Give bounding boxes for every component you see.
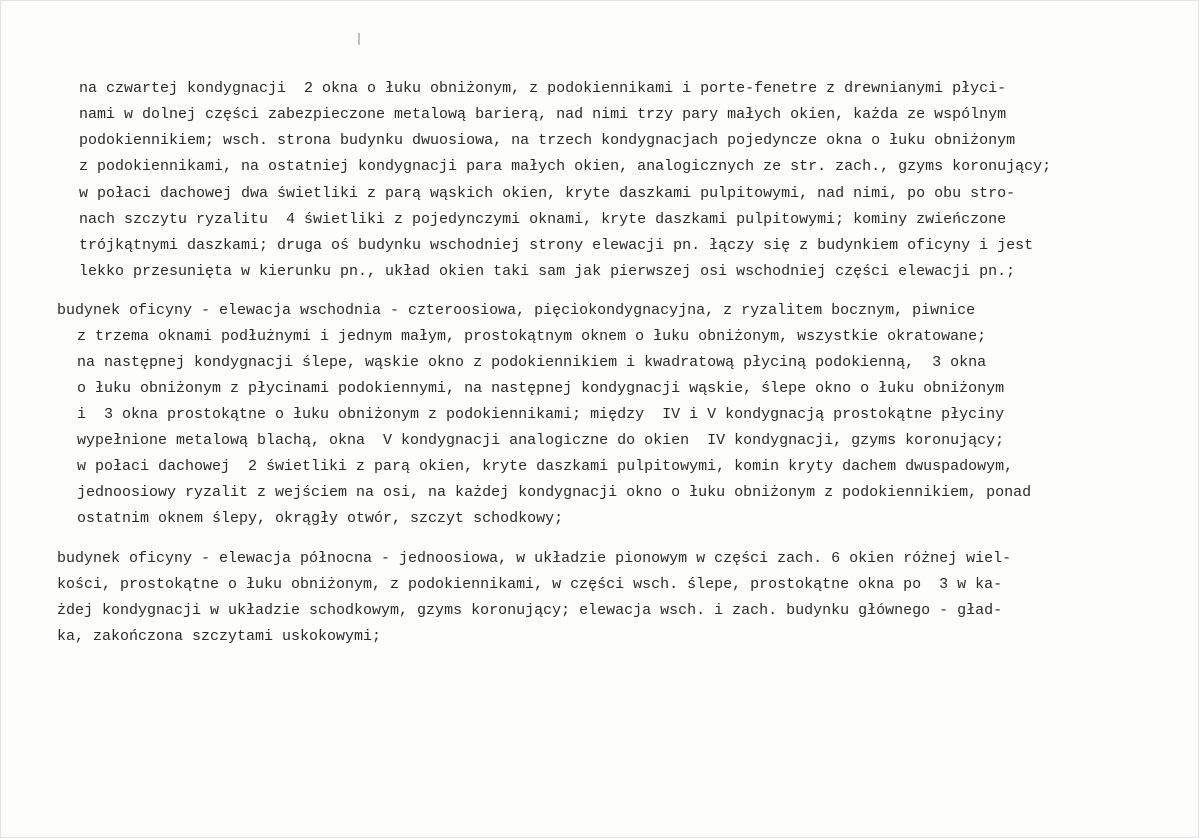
text-line: kości, prostokątne o łuku obniżonym, z podokiennikami, w części wsch. ślepe, prostokątne okna po 3 w ka- (57, 576, 1003, 593)
text-line: z trzema oknami podłużnymi i jednym małym, prostokątnym oknem o łuku obniżonym, wszystkie okratowane; (77, 328, 987, 345)
text-line: podokiennikiem; wsch. strona budynku dwuosiowa, na trzech kondygnacjach pojedyncze okna o łuku obniżonym (79, 132, 1016, 149)
text-line: na następnej kondygnacji ślepe, wąskie okno z podokiennikiem i kwadratową płyciną podokienną, 3 okna (77, 354, 987, 371)
text-line: w połaci dachowej 2 świetliki z parą okien, kryte daszkami pulpitowymi, komin kryty dachem dwuspadowym, (77, 458, 1014, 475)
text-line: budynek oficyny - elewacja wschodnia - czteroosiowa, pięciokondygnacyjna, z ryzalitem bocznym, piwnice (57, 302, 976, 319)
text-line: żdej kondygnacji w układzie schodkowym, gzyms koronujący; elewacja wsch. i zach. budynku głównego - gład- (57, 602, 1003, 619)
text-line: ostatnim oknem ślepy, okrągły otwór, szczyt schodkowy; (77, 510, 564, 527)
text-line: jednoosiowy ryzalit z wejściem na osi, na każdej kondygnacji okno o łuku obniżonym z podokiennikiem, ponad (77, 484, 1032, 501)
text-line: z podokiennikami, na ostatniej kondygnacji para małych okien, analogicznych ze str. zach., gzyms koronujący; (79, 158, 1052, 175)
text-line: nami w dolnej części zabezpieczone metalową barierą, nad nimi trzy pary małych okien, każda ze wspólnym (79, 106, 1007, 123)
text-line: na czwartej kondygnacji 2 okna o łuku obniżonym, z podokiennikami i porte-fenetre z drewnianymi płyci- (79, 80, 1007, 97)
text-line: budynek oficyny - elewacja północna - jednoosiowa, w układzie pionowym w części zach. 6 okien różnej wiel- (57, 550, 1012, 567)
text-line: trójkątnymi daszkami; druga oś budynku wschodniej strony elewacji pn. łączy się z budynkiem oficyny i jest (79, 237, 1034, 254)
text-line: nach szczytu ryzalitu 4 świetliki z pojedynczymi oknami, kryte daszkami pulpitowymi; kominy zwieńczone (79, 211, 1007, 228)
paper-mark (358, 33, 360, 45)
text-line: lekko przesunięta w kierunku pn., układ okien taki sam jak pierwszej osi wschodniej części elewacji pn.; (79, 263, 1016, 280)
text-line: wypełnione metalową blachą, okna V kondygnacji analogiczne do okien IV kondygnacji, gzyms koronujący; (77, 432, 1005, 449)
text-line: w połaci dachowej dwa świetliki z parą wąskich okien, kryte daszkami pulpitowymi, nad nimi, po obu stro- (79, 185, 1016, 202)
text-line: ka, zakończona szczytami uskokowymi; (57, 628, 382, 645)
text-line: o łuku obniżonym z płycinami podokiennymi, na następnej kondygnacji wąskie, ślepe okno o łuku obniżonym (77, 380, 1005, 397)
text-line: i 3 okna prostokątne o łuku obniżonym z podokiennikami; między IV i V kondygnacją prostokątne płyciny (77, 406, 1005, 423)
